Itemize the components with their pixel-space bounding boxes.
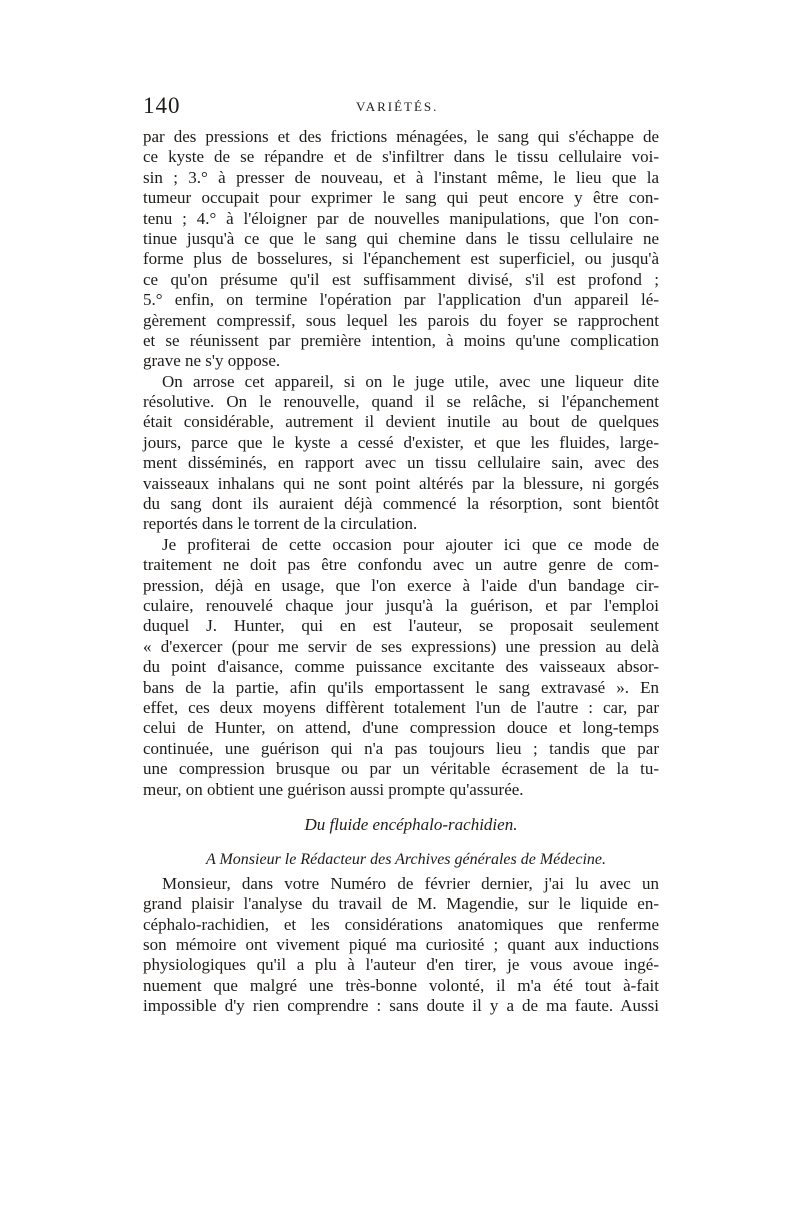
running-head: VARIÉTÉS. xyxy=(356,99,439,114)
text-line: ce kyste de se répandre et de s'infiltrer dans le tissu cellulaire voi- xyxy=(143,147,659,167)
text-line: vaisseaux inhalans qui ne sont point altérés par la blessure, ni gorgés xyxy=(143,473,659,493)
text-line: reportés dans le torrent de la circulation. xyxy=(143,514,418,534)
text-line: traitement ne doit pas être confondu avec un autre genre de com- xyxy=(143,555,659,575)
text-line: meur, on obtient une guérison aussi prompte qu'assurée. xyxy=(143,779,524,799)
article-title: Du fluide encéphalo-rachidien. xyxy=(304,814,518,834)
text-line: nuement que malgré une très-bonne volonté, il m'a été tout à-fait xyxy=(143,975,659,995)
text-line: céphalo-rachidien, et les considérations anatomiques que renferme xyxy=(143,914,659,934)
paragraph-hunter xyxy=(143,535,659,800)
text-line: bans de la partie, afin qu'ils emportassent le sang extravasé ». En xyxy=(143,677,659,697)
text-line: grave ne s'y oppose. xyxy=(143,351,281,371)
text-line: tinue jusqu'à ce que le sang qui chemine dans le tissu cellulaire ne xyxy=(143,228,659,248)
text-line: On arrose cet appareil, si on le juge utile, avec une liqueur dite xyxy=(162,371,659,391)
text-line: du point d'aisance, comme puissance excitante des vaisseaux absor- xyxy=(143,657,659,677)
page-header xyxy=(143,93,659,123)
text-line: une compression brusque ou par un véritable écrasement de la tu- xyxy=(143,759,659,779)
text-line: celui de Hunter, on attend, d'une compression douce et long-temps xyxy=(143,718,659,738)
text-line: par des pressions et des frictions ménagées, le sang qui s'échappe de xyxy=(143,127,659,146)
text-line: gèrement compressif, sous lequel les parois du foyer se rapprochent xyxy=(143,310,659,330)
text-line: grand plaisir l'analyse du travail de M. Magendie, sur le liquide en- xyxy=(143,894,659,914)
text-line: Je profiterai de cette occasion pour ajouter ici que ce mode de xyxy=(162,534,659,554)
text-line: duquel J. Hunter, qui en est l'auteur, se proposait seulement xyxy=(143,616,659,636)
page-number: 140 xyxy=(143,93,181,118)
text-line: ment disséminés, en rapport avec un tissu cellulaire sain, avec des xyxy=(143,453,659,473)
text-line: forme plus de bosselures, si l'épanchement est superficiel, ou jusqu'à xyxy=(143,249,659,269)
text-line: 5.° enfin, on termine l'opération par l'application d'un appareil lé- xyxy=(143,290,659,310)
text-line: continuée, une guérison qui n'a pas toujours lieu ; tandis que par xyxy=(143,738,659,758)
text-line: Monsieur, dans votre Numéro de février dernier, j'ai lu avec un xyxy=(162,873,659,893)
text-line: du sang dont ils auraient déjà commencé la résorption, sont bientôt xyxy=(143,494,659,514)
paragraph-procedure xyxy=(143,127,659,372)
paragraph-letter xyxy=(143,874,659,1017)
body-text xyxy=(143,127,659,1017)
text-line: ce qu'on présume qu'il est suffisamment divisé, s'il est profond ; xyxy=(143,269,659,289)
text-line: pression, déjà en usage, que l'on exerce à l'aide d'un bandage cir- xyxy=(143,575,659,595)
text-line: et se réunissent par première intention, à moins qu'une complication xyxy=(143,330,659,350)
text-line: effet, ces deux moyens diffèrent totalement l'un de l'autre : car, par xyxy=(143,697,659,717)
text-line: tenu ; 4.° à l'éloigner par de nouvelles manipulations, que l'on con- xyxy=(143,208,659,228)
letter-heading: A Monsieur le Rédacteur des Archives générales de Médecine. xyxy=(205,850,606,868)
text-line: physiologiques qu'il a plu à l'auteur d'en tirer, je vous avoue ingé- xyxy=(143,955,659,975)
text-line: son mémoire ont vivement piqué ma curiosité ; quant aux inductions xyxy=(143,935,659,955)
text-line: jours, parce que le kyste a cessé d'exister, et que les fluides, large- xyxy=(143,432,659,452)
text-line: culaire, renouvelé chaque jour jusqu'à la guérison, et par l'emploi xyxy=(143,595,659,615)
text-line: résolutive. On le renouvelle, quand il se relâche, si l'épanchement xyxy=(143,392,659,412)
text-line: « d'exercer (pour me servir de ses expressions) une pression au delà xyxy=(143,636,659,656)
text-line: sin ; 3.° à presser de nouveau, et à l'instant même, le lieu que la xyxy=(143,167,659,187)
text-line: tumeur occupait pour exprimer le sang qui peut encore y être con- xyxy=(143,188,659,208)
text-line: impossible d'y rien comprendre : sans doute il y a de ma faute. Aussi xyxy=(143,996,659,1016)
paragraph-appareil xyxy=(143,372,659,535)
text-line: était considérable, autrement il devient inutile au bout de quelques xyxy=(143,412,659,432)
